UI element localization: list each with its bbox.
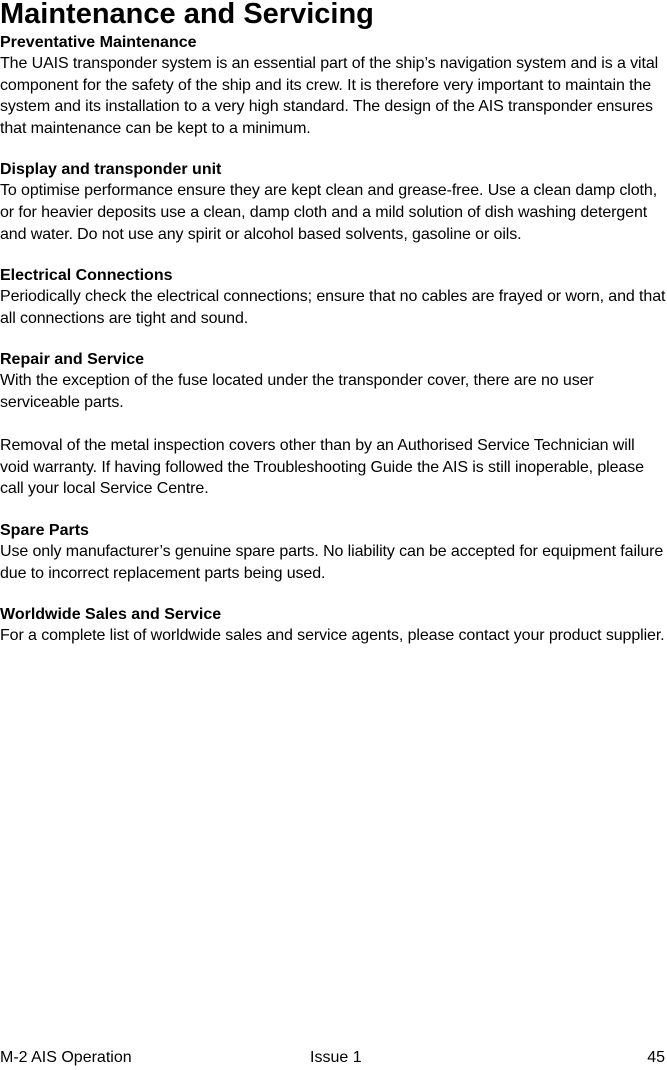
page-number: 45 [647,1049,665,1066]
page-title: Maintenance and Servicing [0,0,374,30]
section-paragraph: With the exception of the fuse located under the transponder cover, there are no user serviceable parts. [0,372,594,411]
section-worldwide-sales-and-service [0,604,667,647]
section-paragraph: Removal of the metal inspection covers other than by an Authorised Service Technician will void warranty. If having followed the Troubleshooting Guide the AIS is still inoperable, please call your local Service Centre. [0,437,644,498]
section-heading: Worldwide Sales and Service [0,606,222,624]
section-heading: Display and transponder unit [0,161,222,179]
section-heading: Spare Parts [0,521,89,539]
section-display-and-transponder-unit [0,159,667,245]
section-preventative-maintenance [0,32,667,139]
section-heading: Repair and Service [0,351,145,369]
footer-issue: Issue 1 [310,1049,362,1066]
section-paragraph: To optimise performance ensure they are kept clean and grease-free. Use a clean damp cloth, or for heavier deposits use a clean, damp cloth and a mild solution of dish washing detergent and water. Do not use any spirit or alcohol based solvents, gasoline or oils. [0,182,658,243]
section-heading: Preventative Maintenance [0,34,197,51]
section-paragraph: For a complete list of worldwide sales and service agents, please contact your product supplier. [0,627,665,645]
section-paragraph: Use only manufacturer’s genuine spare parts. No liability can be accepted for equipment failure due to incorrect replacement parts being used. [0,542,664,582]
section-paragraph: The UAIS transponder system is an essential part of the ship’s navigation system and is a vital component for the safety of the ship and its crew. It is therefore very important to maintain the system and its installation to a very high standard. The design of the AIS transponder ensures that maintenance can be kept to a minimum. [0,55,659,137]
section-repair-and-service [0,349,667,500]
document-body [0,32,667,667]
section-heading: Electrical Connections [0,267,173,285]
section-electrical-connections [0,265,667,329]
footer-document-name: M-2 AIS Operation [0,1049,132,1066]
page-footer [0,1047,667,1069]
section-spare-parts [0,520,667,584]
section-paragraph: Periodically check the electrical connections; ensure that no cables are frayed or worn, and that all connections are tight and sound. [0,288,666,327]
